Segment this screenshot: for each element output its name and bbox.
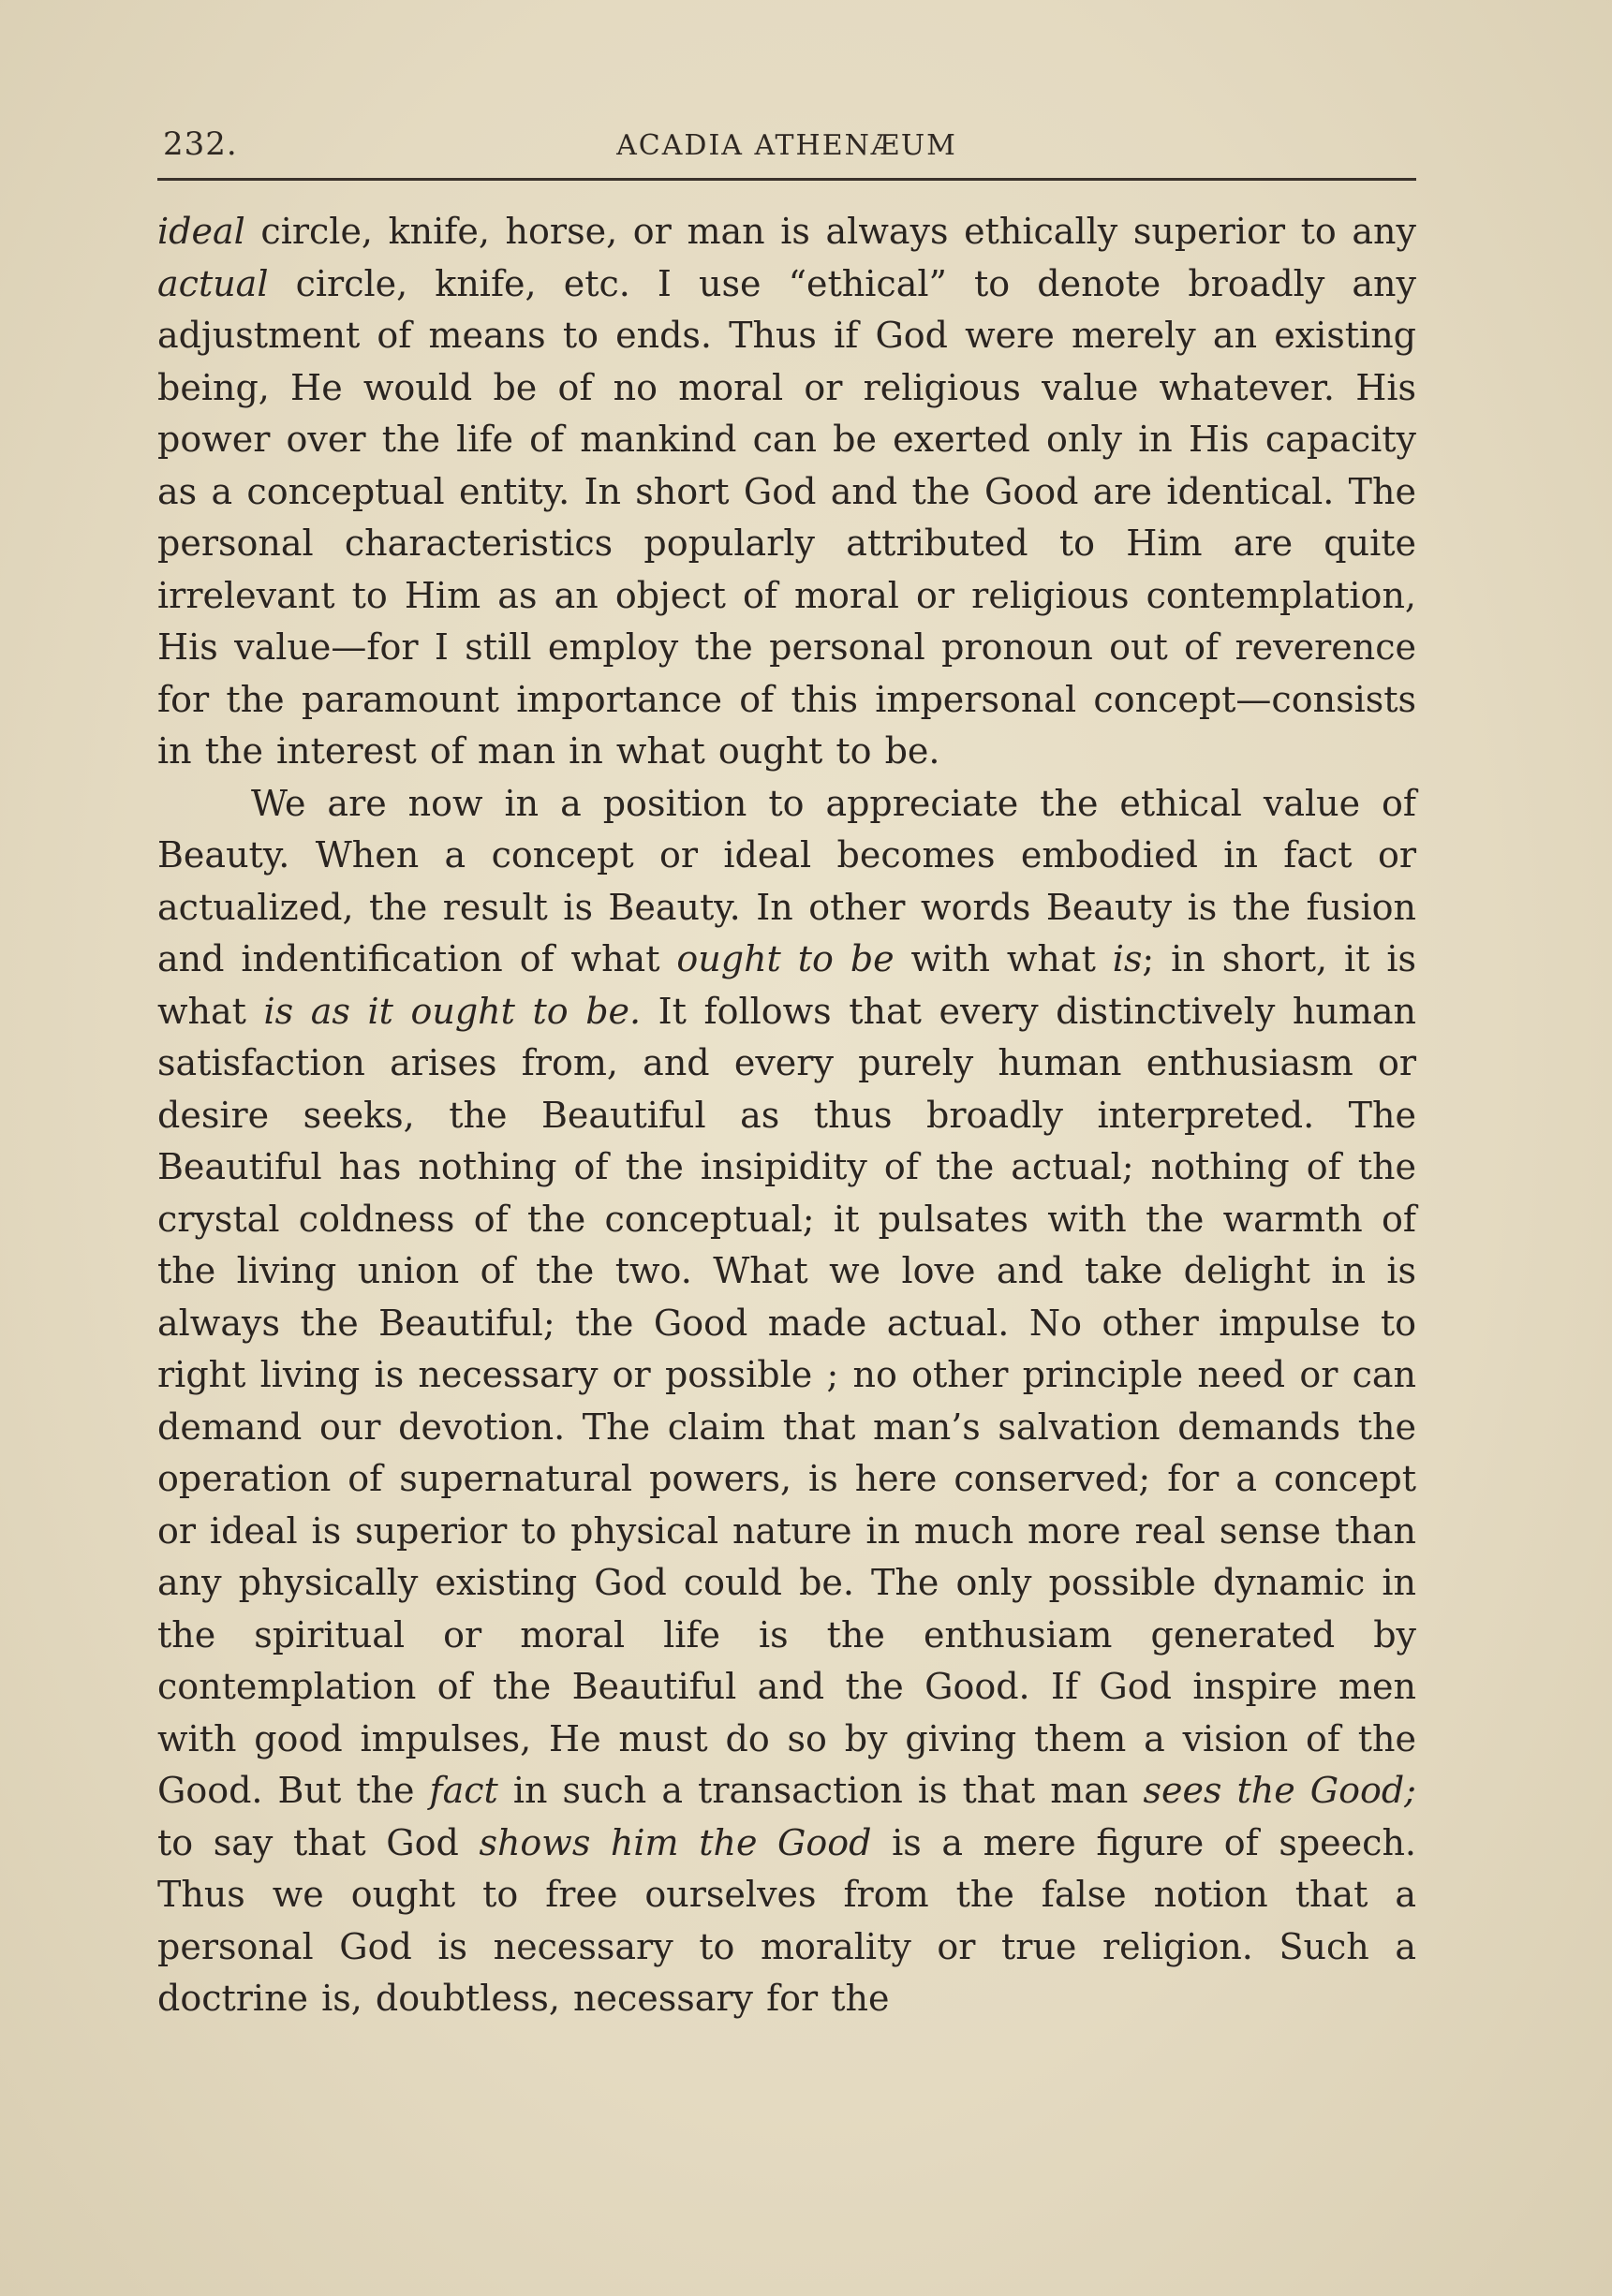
body-text-run: ; in short, it is what (157, 938, 1416, 1032)
body-text-run: is a mere figure of speech. Thus we ought to free ourselves from the false notion that a personal God is necessary to morality or true religion. Such a doctrine is, doubtless, necessary for the (157, 1821, 1416, 2019)
body-text-run: with what (894, 938, 1113, 979)
italic-text: ought to be (676, 938, 895, 979)
page-header (157, 120, 1416, 176)
body-text-run: It follows that every distinctively human satisfaction arises from, and every purely human enthusiasm or desire seeks, the Beautiful as thus broadly interpreted. The Beautiful has nothing of the insipidity of the actual; nothing of the crystal coldness of the conceptual; it pulsates with the warmth of the living union of the two. What we love and take delight in is always the Beautiful; the Good made actual. No other impulse to right living is necessary or possible ; no other principle need or can demand our devotion. The claim that man’s salvation demands the operation of supernatural powers, is here conserved; for a concept or ideal is superior to physical nature in much more real sense than any physically existing God could be. The only possible dynamic in the spiritual or moral life is the enthusiam generated by contemplation of the Beautiful and the Good. If God inspire men with good impulses, He must do so by giving them a vision of the Good. But the (157, 990, 1416, 1811)
italic-text: is as it ought to be. (263, 990, 642, 1032)
body-text-run: We are now in a position to appreciate the ethical value of Beauty. When a concept or ideal becomes embodied in fact or actualized, the result is Beauty. In other words Beauty is the fusion and indentification of what (157, 782, 1416, 979)
body-text-run: circle, knife, etc. I use “ethical” to denote broadly any adjustment of means to ends. Thus if God were merely an existing being, He would be of no moral or religious value whatever. His power over the life of mankind can be exerted only in His capacity as a conceptual entity. In short God and the Good are identical. The personal characteristics popularly attributed to Him are quite irrelevant to Him as an object of moral or religious contemplation, His value—for I still employ the personal pronoun out of reverence for the paramount importance of this impersonal concept—consists in the interest of man in what ought to be. (157, 262, 1416, 772)
body-text-run: circle, knife, horse, or man is always ethically superior to any (244, 211, 1416, 252)
paragraph (157, 778, 1416, 2025)
running-head: ACADIA ATHENÆUM (616, 129, 957, 162)
body-text-run: in such a transaction is that man (497, 1770, 1144, 1811)
header-rule (157, 178, 1416, 181)
article-body (157, 206, 1416, 2025)
italic-text: sees the Good; (1143, 1770, 1416, 1811)
italic-text: fact (429, 1770, 498, 1811)
italic-text: is (1112, 938, 1143, 979)
italic-text: actual (157, 262, 269, 304)
paragraph (157, 206, 1416, 778)
italic-text: shows him the Good (479, 1821, 872, 1863)
italic-text: ideal (157, 211, 245, 252)
body-text-run: to say that God (157, 1821, 480, 1863)
page-number: 232. (163, 125, 238, 163)
